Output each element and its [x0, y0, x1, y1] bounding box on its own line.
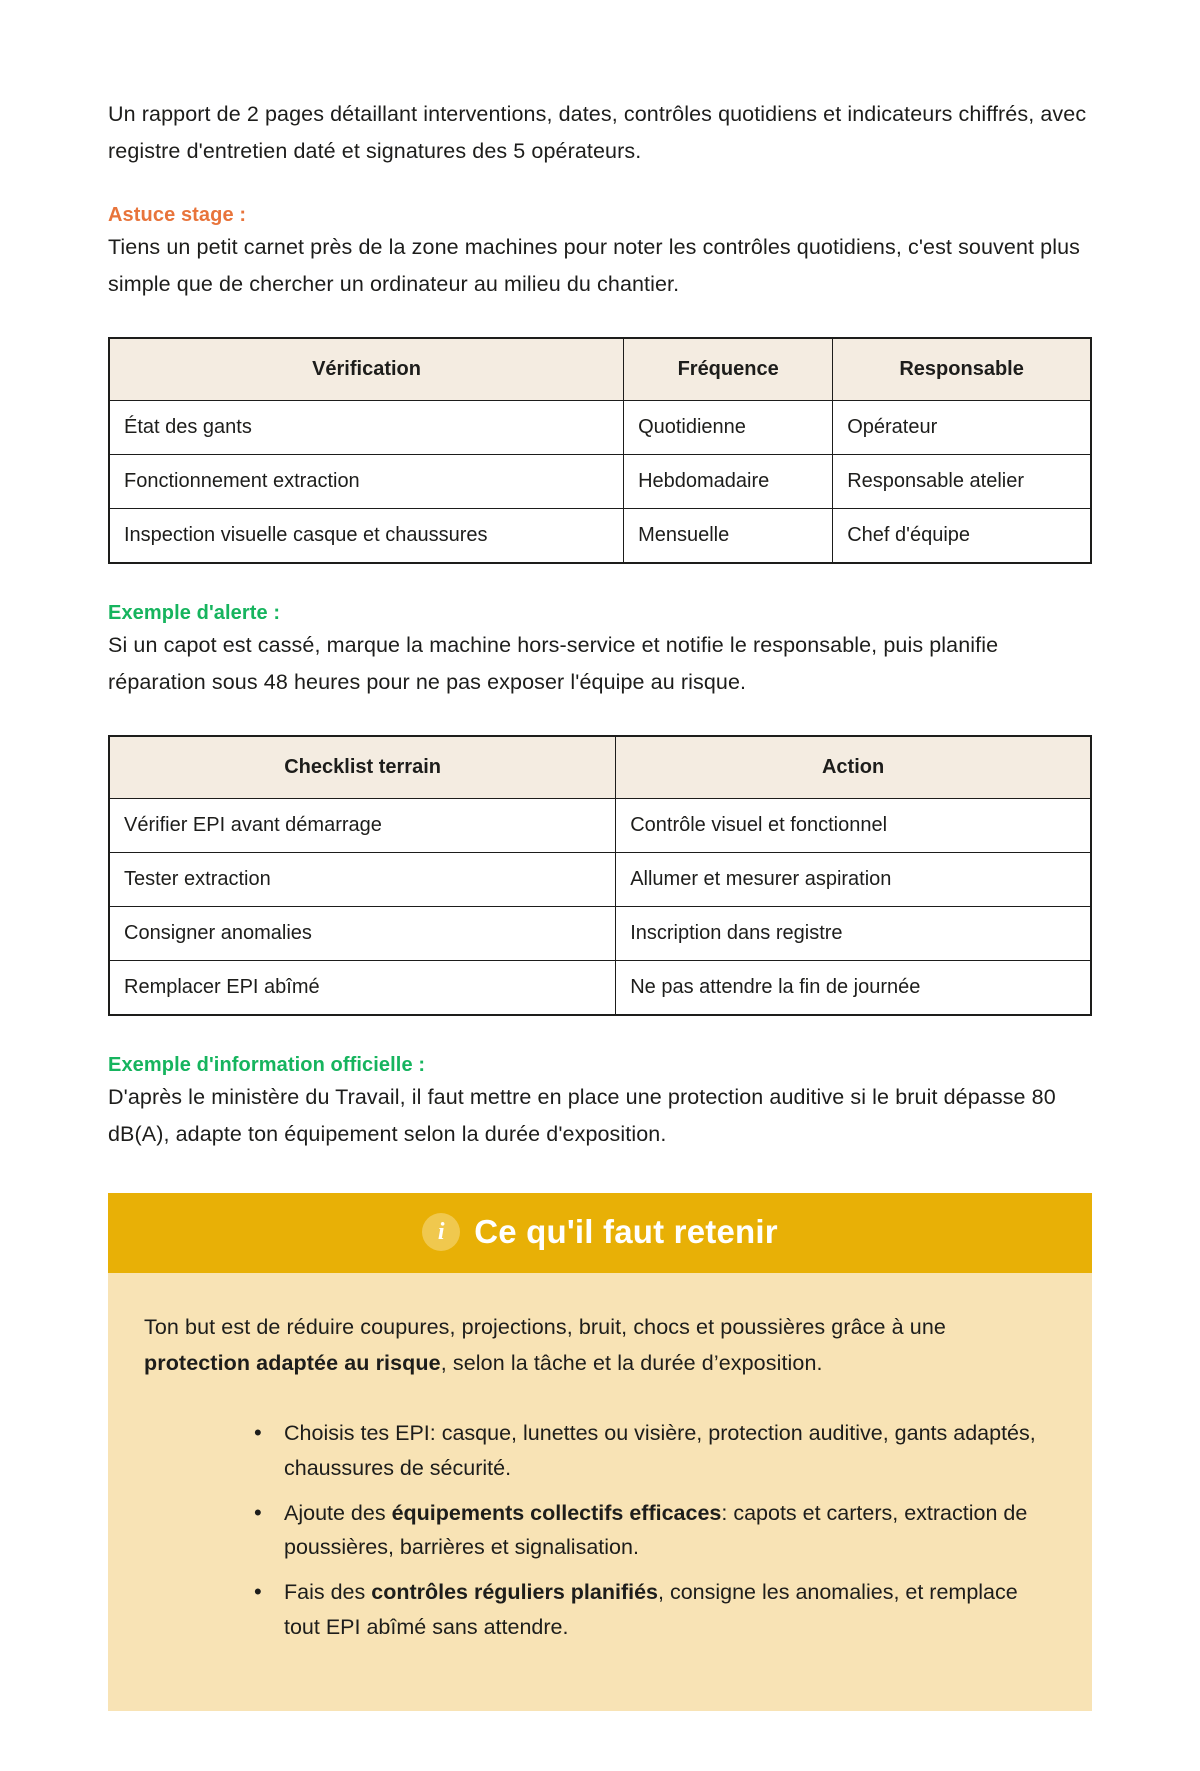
list-item: [254, 1496, 1056, 1566]
official-info-block: [108, 1054, 1092, 1153]
bullet-lead: Choisis tes EPI: casque, lunettes ou visière, protection auditive, gants adaptés, chaussures de sécurité.: [284, 1420, 1036, 1480]
callout-header: [108, 1193, 1092, 1273]
intro-paragraph-block: [108, 96, 1092, 170]
table-header-row: [109, 338, 1091, 401]
table-row: [109, 960, 1091, 1015]
cell-action: Ne pas attendre la fin de journée: [616, 960, 1091, 1015]
key-takeaway-callout: [108, 1193, 1092, 1711]
list-item: [254, 1575, 1056, 1645]
callout-intro-lead: Ton but est de réduire coupures, projections, bruit, chocs et poussières grâce à une: [144, 1314, 946, 1339]
table-header-row: [109, 736, 1091, 799]
cell-verification: Inspection visuelle casque et chaussures: [109, 508, 624, 563]
bullet-bold: contrôles réguliers planifiés: [371, 1580, 658, 1605]
callout-intro-paragraph: [144, 1309, 1056, 1382]
callout-title: Ce qu'il faut retenir: [474, 1212, 778, 1250]
cell-action: Inscription dans registre: [616, 906, 1091, 960]
column-header-action: Action: [616, 736, 1091, 799]
cell-action: Contrôle visuel et fonctionnel: [616, 798, 1091, 852]
column-header-frequence: Fréquence: [624, 338, 833, 401]
callout-intro-bold: protection adaptée au risque: [144, 1351, 441, 1376]
alert-heading: Exemple d'alerte :: [108, 601, 281, 624]
table-row: [109, 906, 1091, 960]
table-row: [109, 852, 1091, 906]
cell-checklist: Tester extraction: [109, 852, 616, 906]
official-info-heading: Exemple d'information officielle :: [108, 1053, 426, 1076]
tip-block: [108, 204, 1092, 303]
checklist-table-block: [108, 735, 1092, 1016]
bullet-lead: Fais des: [284, 1580, 372, 1605]
cell-responsable: Chef d'équipe: [833, 508, 1091, 563]
bullet-tail: , consigne les anomalies, et remplace tout EPI abîmé sans attendre.: [284, 1580, 1018, 1639]
cell-checklist: Vérifier EPI avant démarrage: [109, 798, 616, 852]
cell-verification: État des gants: [109, 400, 624, 454]
checks-table: [108, 337, 1092, 564]
alert-paragraph: Si un capot est cassé, marque la machine hors-service et notifie le responsable, puis planifie réparation sous 48 heures pour ne pas exposer l'équipe au risque.: [108, 632, 999, 694]
table-row: [109, 400, 1091, 454]
cell-frequence: Quotidienne: [624, 400, 833, 454]
callout-intro-tail: , selon la tâche et la durée d’exposition.: [440, 1351, 823, 1376]
cell-frequence: Hebdomadaire: [624, 454, 833, 508]
cell-checklist: Remplacer EPI abîmé: [109, 960, 616, 1015]
column-header-responsable: Responsable: [833, 338, 1091, 401]
cell-responsable: Opérateur: [833, 400, 1091, 454]
official-info-paragraph: D'après le ministère du Travail, il faut mettre en place une protection auditive si le bruit dépasse 80 dB(A), adapte ton équipement selon la durée d'exposition.: [108, 1084, 1056, 1146]
column-header-verification: Vérification: [109, 338, 624, 401]
bullet-lead: Ajoute des: [284, 1500, 392, 1525]
bullet-bold: équipements collectifs efficaces: [391, 1500, 722, 1525]
cell-frequence: Mensuelle: [624, 508, 833, 563]
checks-table-block: [108, 337, 1092, 564]
bullet-tail: : capots et carters, extraction de poussières, barrières et signalisation.: [284, 1500, 1028, 1560]
info-icon: i: [422, 1213, 460, 1251]
tip-heading: Astuce stage :: [108, 203, 247, 226]
callout-bullet-list: [144, 1416, 1056, 1645]
cell-checklist: Consigner anomalies: [109, 906, 616, 960]
table-row: [109, 798, 1091, 852]
cell-verification: Fonctionnement extraction: [109, 454, 624, 508]
intro-paragraph: Un rapport de 2 pages détaillant interventions, dates, contrôles quotidiens et indicateurs chiffrés, avec registre d'entretien daté et signatures des 5 opérateurs.: [108, 102, 1087, 163]
table-row: [109, 454, 1091, 508]
tip-paragraph: Tiens un petit carnet près de la zone machines pour noter les contrôles quotidiens, c'est souvent plus simple que de chercher un ordinateur au milieu du chantier.: [108, 234, 1080, 296]
list-item: [254, 1416, 1056, 1486]
table-row: [109, 508, 1091, 563]
cell-responsable: Responsable atelier: [833, 454, 1091, 508]
callout-body: [108, 1273, 1092, 1711]
alert-block: [108, 602, 1092, 701]
checklist-table: [108, 735, 1092, 1016]
column-header-checklist: Checklist terrain: [109, 736, 616, 799]
cell-action: Allumer et mesurer aspiration: [616, 852, 1091, 906]
